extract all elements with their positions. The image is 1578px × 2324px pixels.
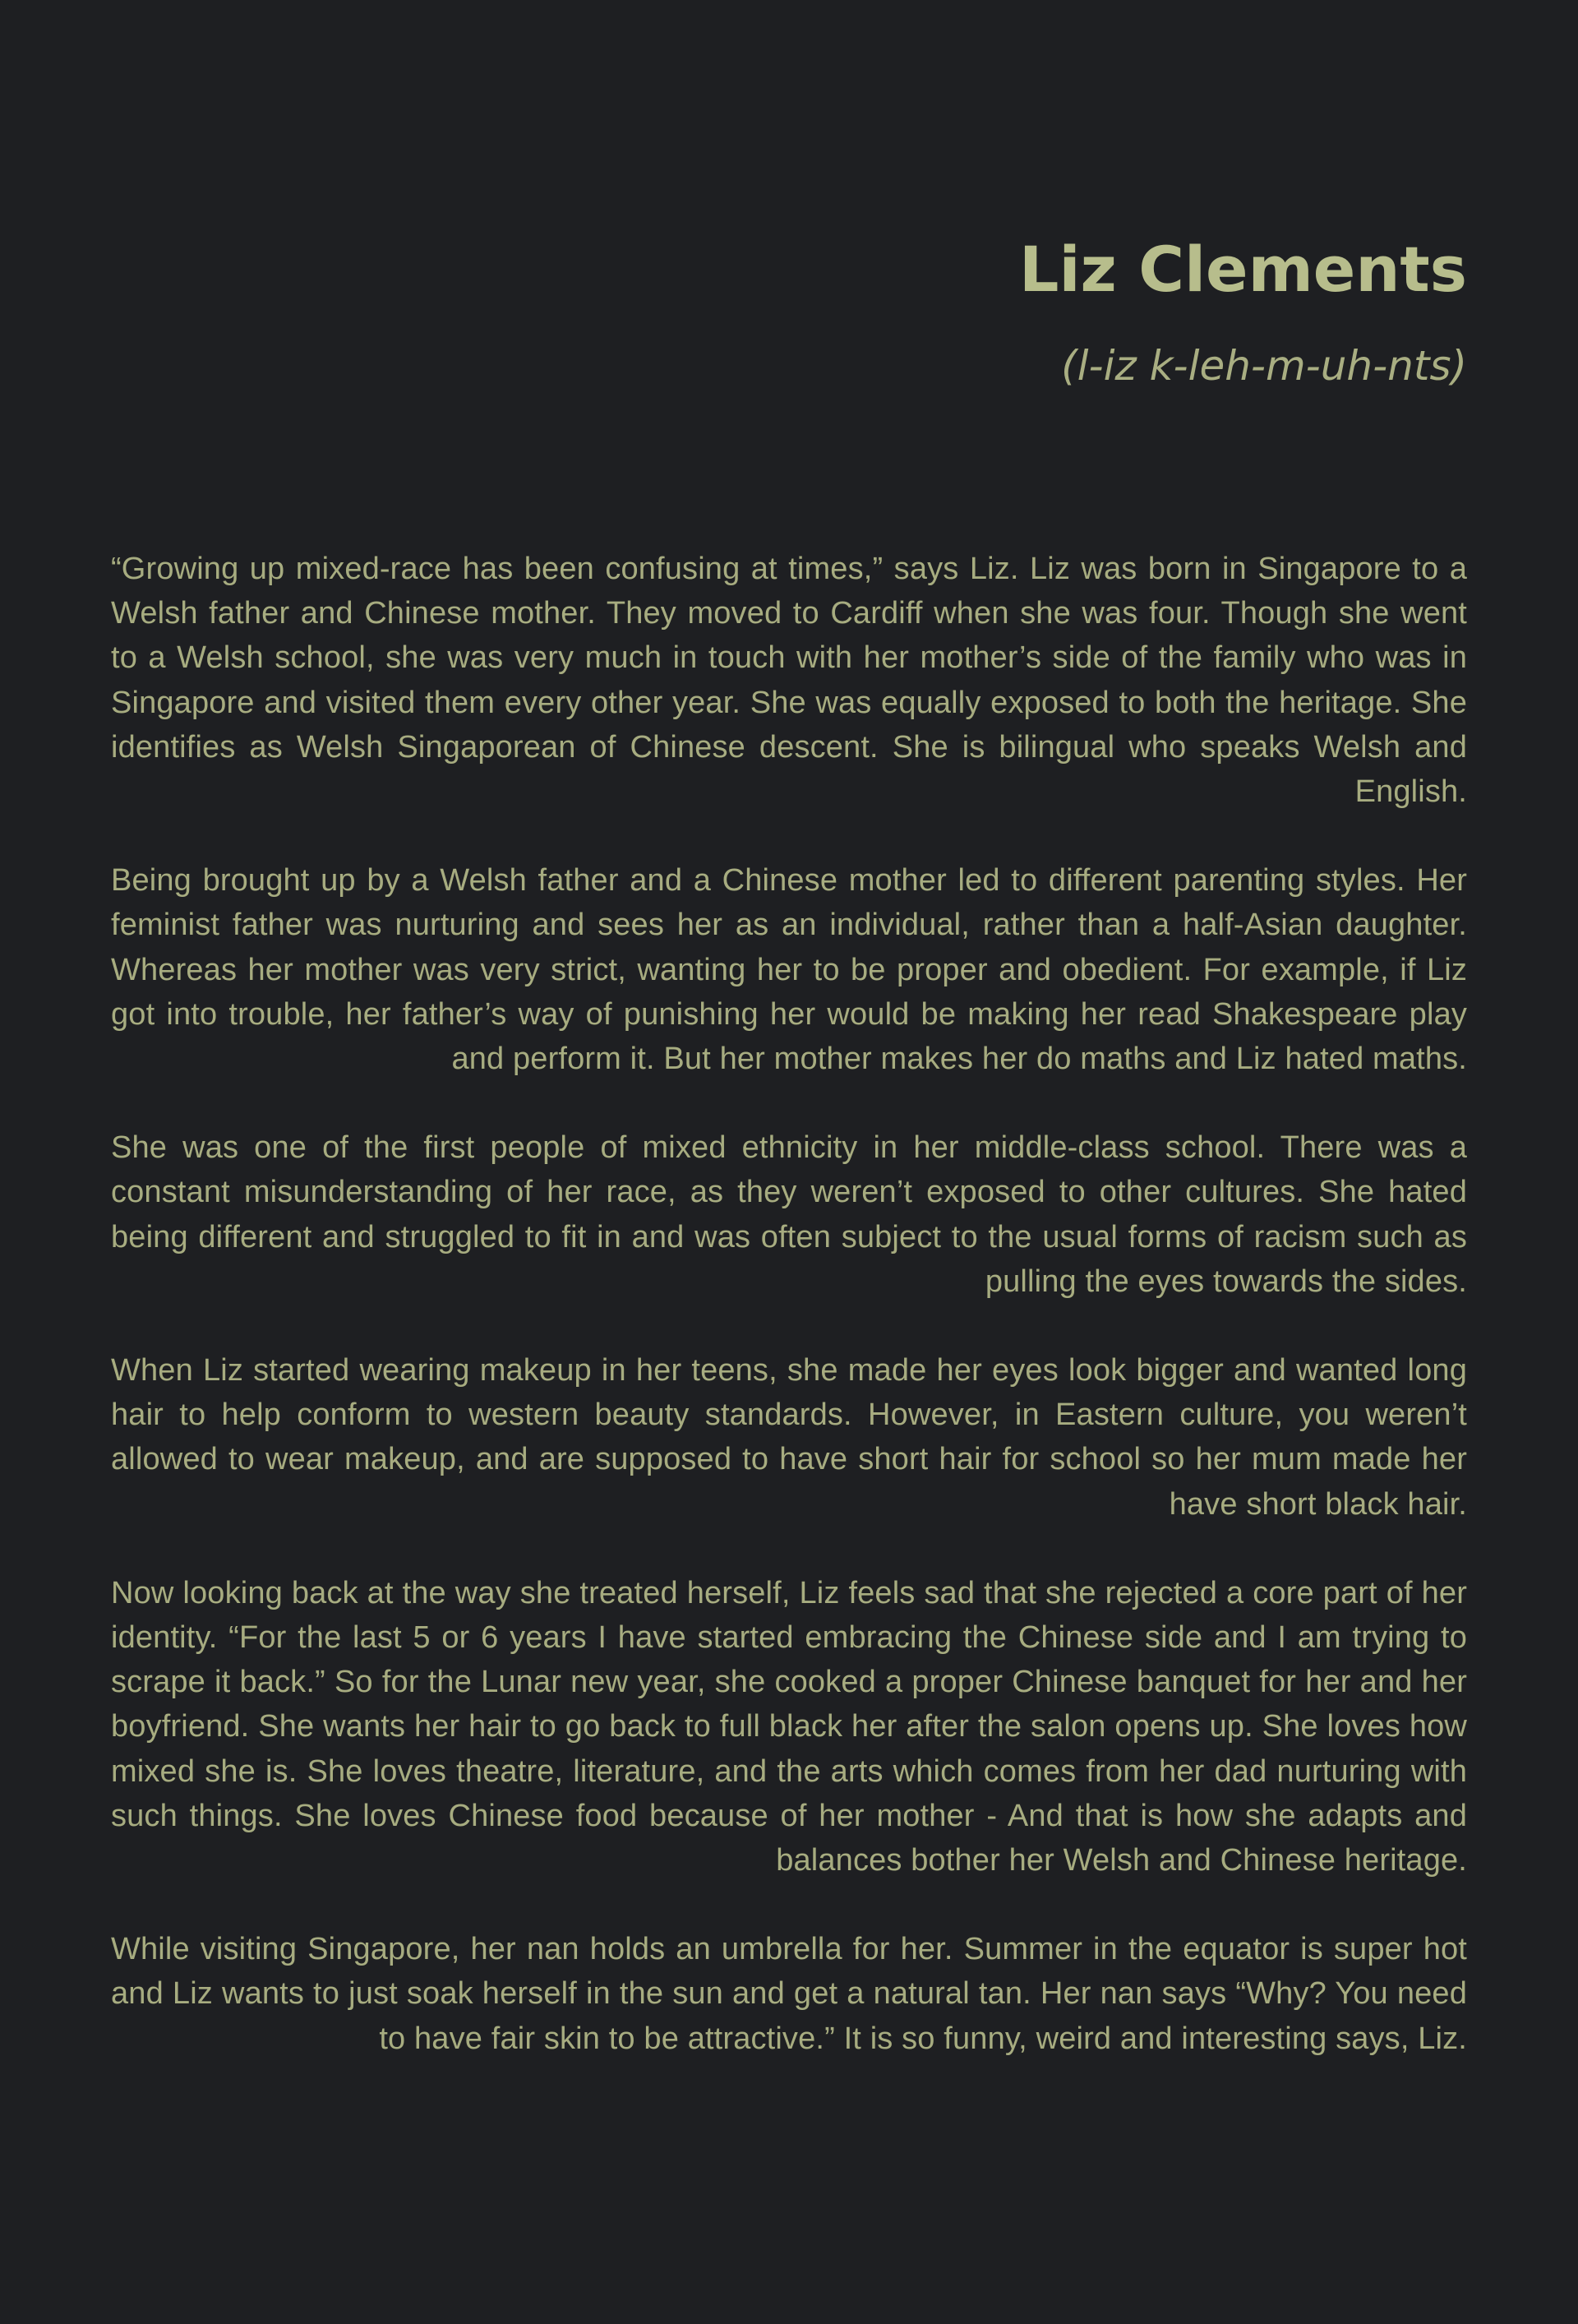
person-name: Liz Clements xyxy=(1019,233,1467,306)
profile-page xyxy=(111,0,1467,2324)
story-paragraph-4: When Liz started wearing makeup in her teens, she made her eyes look bigger and wanted long hair to help conform to western beauty standards. However, in Eastern culture, you weren’t allowed to wear makeup, and are supposed to have short hair for school so her mum made her have short black hair. xyxy=(111,1353,1467,1522)
story-paragraph-2: Being brought up by a Welsh father and a Chinese mother led to different parenting styles. Her feminist father was nurturing and sees her as an individual, rather than a half-Asian daughter. Whereas her mother was very strict, wanting her to be proper and obedient. For example, if Liz got into trouble, her father’s way of punishing her would be making her read Shakespeare play and perform it. But her mother makes her do maths and Liz hated maths. xyxy=(111,863,1467,1077)
story-body xyxy=(111,547,1467,2105)
story-paragraph-6: While visiting Singapore, her nan holds an umbrella for her. Summer in the equator is super hot and Liz wants to just soak herself in the sun and get a natural tan. Her nan says “Why? You need to have fair skin to be attractive.” It is so funny, weird and interesting says, Liz. xyxy=(111,1932,1467,2056)
story-paragraph-3: She was one of the first people of mixed ethnicity in her middle-class school. There was a constant misunderstanding of her race, as they weren’t exposed to other cultures. She hated being different and struggled to fit in and was often subject to the usual forms of racism such as pulling the eyes towards the sides. xyxy=(111,1130,1467,1299)
name-pronunciation: (l-iz k-leh-m-uh-nts) xyxy=(1061,342,1467,390)
story-paragraph-5: Now looking back at the way she treated herself, Liz feels sad that she rejected a core part of her identity. “For the last 5 or 6 years I have started embracing the Chinese side and I am trying to scrape it back.” So for the Lunar new year, she cooked a proper Chinese banquet for her and her boyfriend. She wants her hair to go back to full black her after the salon opens up. She loves how mixed she is. She loves theatre, literature, and the arts which comes from her dad nurturing with such things. She loves Chinese food because of her mother - And that is how she adapts and balances bother her Welsh and Chinese heritage. xyxy=(111,1575,1467,1878)
story-paragraph-1: “Growing up mixed-race has been confusing at times,” says Liz. Liz was born in Singapore to a Welsh father and Chinese mother. They moved to Cardiff when she was four. Though she went to a Welsh school, she was very much in touch with her mother’s side of the family who was in Singapore and visited them every other year. She was equally exposed to both the heritage. She identifies as Welsh Singaporean of Chinese descent. She is bilingual who speaks Welsh and English. xyxy=(111,552,1467,810)
